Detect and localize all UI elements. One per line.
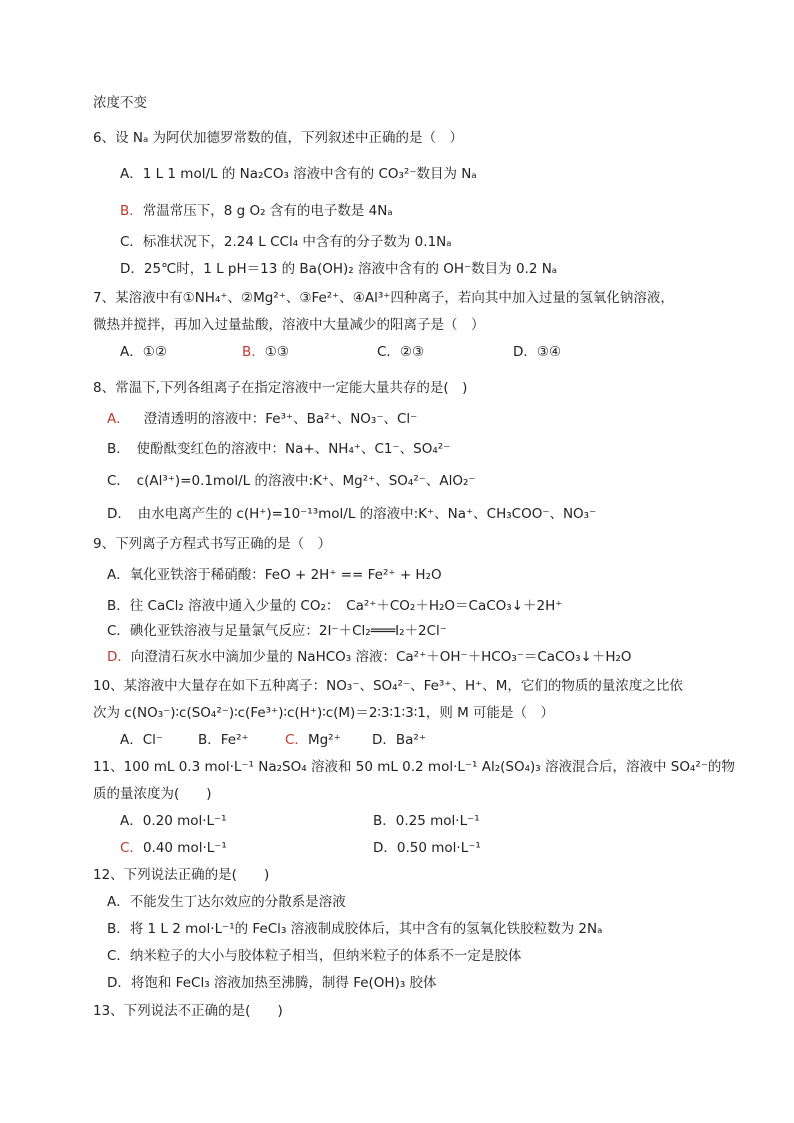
- question-7-stem-line-2: 微热并搅拌，再加入过量盐酸，溶液中大量减少的阳离子是（ ）: [93, 317, 485, 333]
- option-label: B．: [120, 203, 143, 219]
- question-9-option-a: A．氧化亚铁溶于稀硝酸：FeO + 2H⁺ == Fe²⁺ + H₂O: [107, 567, 442, 583]
- text-line-0: 浓度不变: [93, 95, 147, 111]
- option-text: Mg²⁺: [307, 732, 341, 748]
- question-9-option-c: C．碘化亚铁溶液与足量氯气反应：2I⁻＋Cl₂═══I₂＋2Cl⁻: [107, 623, 447, 639]
- option-text: 常温常压下，8 g O₂ 含有的电子数是 4Nₐ: [142, 203, 393, 219]
- question-10-option-d: D．Ba²⁺: [372, 732, 426, 748]
- question-8-option-c: C． c(Al³⁺)=0.1mol/L 的溶液中:K⁺、Mg²⁺、SO₄²⁻、AlO₂⁻: [107, 473, 476, 489]
- question-6-option-a: A．1 L 1 mol/L 的 Na₂CO₃ 溶液中含有的 CO₃²⁻数目为 Nₐ: [120, 166, 477, 182]
- question-6-option-d: D．25℃时，1 L pH＝13 的 Ba(OH)₂ 溶液中含有的 OH⁻数目为 0.2 Nₐ: [120, 261, 558, 277]
- question-7-stem-line-1: 7、某溶液中有①NH₄⁺、②Mg²⁺、③Fe²⁺、④Al³⁺四种离子，若向其中加入过量的氢氧化钠溶液，: [93, 290, 674, 306]
- question-6-stem: 6、设 Nₐ 为阿伏加德罗常数的值，下列叙述中正确的是（ ）: [93, 130, 464, 146]
- option-text: 向澄清石灰水中滴加少量的 NaHCO₃ 溶液：Ca²⁺＋OH⁻＋HCO₃⁻＝CaCO₃↓＋H₂O: [130, 649, 632, 665]
- question-12-option-c: C．纳米粒子的大小与胶体粒子相当，但纳米粒子的体系不一定是胶体: [107, 948, 522, 964]
- question-7-option-c: C．②③: [377, 344, 425, 360]
- question-9-option-b: B．往 CaCl₂ 溶液中通入少量的 CO₂： Ca²⁺＋CO₂＋H₂O＝CaCO₃↓＋2H⁺: [107, 598, 563, 614]
- question-10-stem-line-1: 10、某溶液中大量存在如下五种离子：NO₃⁻、SO₄²⁻、Fe³⁺、H⁺、M，它们的物质的量浓度之比依: [93, 678, 683, 694]
- question-6-option-b: [120, 202, 393, 220]
- question-10-option-a: A．Cl⁻: [120, 732, 164, 748]
- question-10-option-c: [285, 731, 341, 749]
- option-label: C．: [120, 840, 143, 856]
- question-12-option-a: A．不能发生丁达尔效应的分散系是溶液: [107, 894, 346, 910]
- option-text: 澄清透明的溶液中：Fe³⁺、Ba²⁺、NO₃⁻、Cl⁻: [143, 411, 418, 427]
- question-8-option-a: [107, 410, 417, 428]
- question-10-option-b: B．Fe²⁺: [198, 732, 249, 748]
- question-11-option-a: A．0.20 mol·L⁻¹: [120, 813, 227, 829]
- question-10-stem-line-2: 次为 c(NO₃⁻)∶c(SO₄²⁻)∶c(Fe³⁺)∶c(H⁺)∶c(M)＝2∶3∶1∶3∶1，则 M 可能是（ ）: [93, 705, 555, 721]
- question-13-stem: 13、下列说法不正确的是( ): [93, 1003, 283, 1019]
- question-12-option-d: D．将饱和 FeCl₃ 溶液加热至沸腾，制得 Fe(OH)₃ 胶体: [107, 975, 437, 991]
- option-label: C．: [285, 732, 308, 748]
- question-7-option-b: [242, 343, 289, 361]
- question-11-option-d: D．0.50 mol·L⁻¹: [373, 840, 481, 856]
- option-label: D．: [107, 649, 131, 665]
- question-8-stem: 8、常温下,下列各组离子在指定溶液中一定能大量共存的是( ): [93, 380, 468, 396]
- question-9-stem: 9、下列离子方程式书写正确的是（ ）: [93, 536, 332, 552]
- question-11-stem-line-2: 质的量浓度为( ): [93, 786, 212, 802]
- question-12-option-b: B．将 1 L 2 mol·L⁻¹的 FeCl₃ 溶液制成胶体后，其中含有的氢氧化铁胶粒数为 2Nₐ: [107, 921, 603, 937]
- question-6-option-c: C．标准状况下，2.24 L CCl₄ 中含有的分子数为 0.1Nₐ: [120, 234, 452, 250]
- question-11-stem-line-1: 11、100 mL 0.3 mol·L⁻¹ Na₂SO₄ 溶液和 50 mL 0.2 mol·L⁻¹ Al₂(SO₄)₃ 溶液混合后，溶液中 SO₄²⁻的物: [93, 759, 735, 775]
- option-text: 0.40 mol·L⁻¹: [142, 840, 227, 856]
- option-label: B．: [242, 344, 265, 360]
- question-11-option-b: B．0.25 mol·L⁻¹: [373, 813, 480, 829]
- option-label: A．: [107, 411, 130, 427]
- option-text: ①③: [264, 344, 289, 360]
- question-7-option-d: D．③④: [513, 344, 562, 360]
- question-8-option-b: B． 使酚酞变红色的溶液中：Na+、NH₄⁺、C1⁻、SO₄²⁻: [107, 441, 451, 457]
- question-12-stem: 12、下列说法正确的是( ): [93, 867, 270, 883]
- question-7-option-a: A．①②: [120, 344, 167, 360]
- question-8-option-d: D． 由水电离产生的 c(H⁺)=10⁻¹³mol/L 的溶液中:K⁺、Na⁺、CH₃COO⁻、NO₃⁻: [107, 506, 597, 522]
- question-9-option-d: [107, 648, 632, 666]
- question-11-option-c: [120, 839, 227, 857]
